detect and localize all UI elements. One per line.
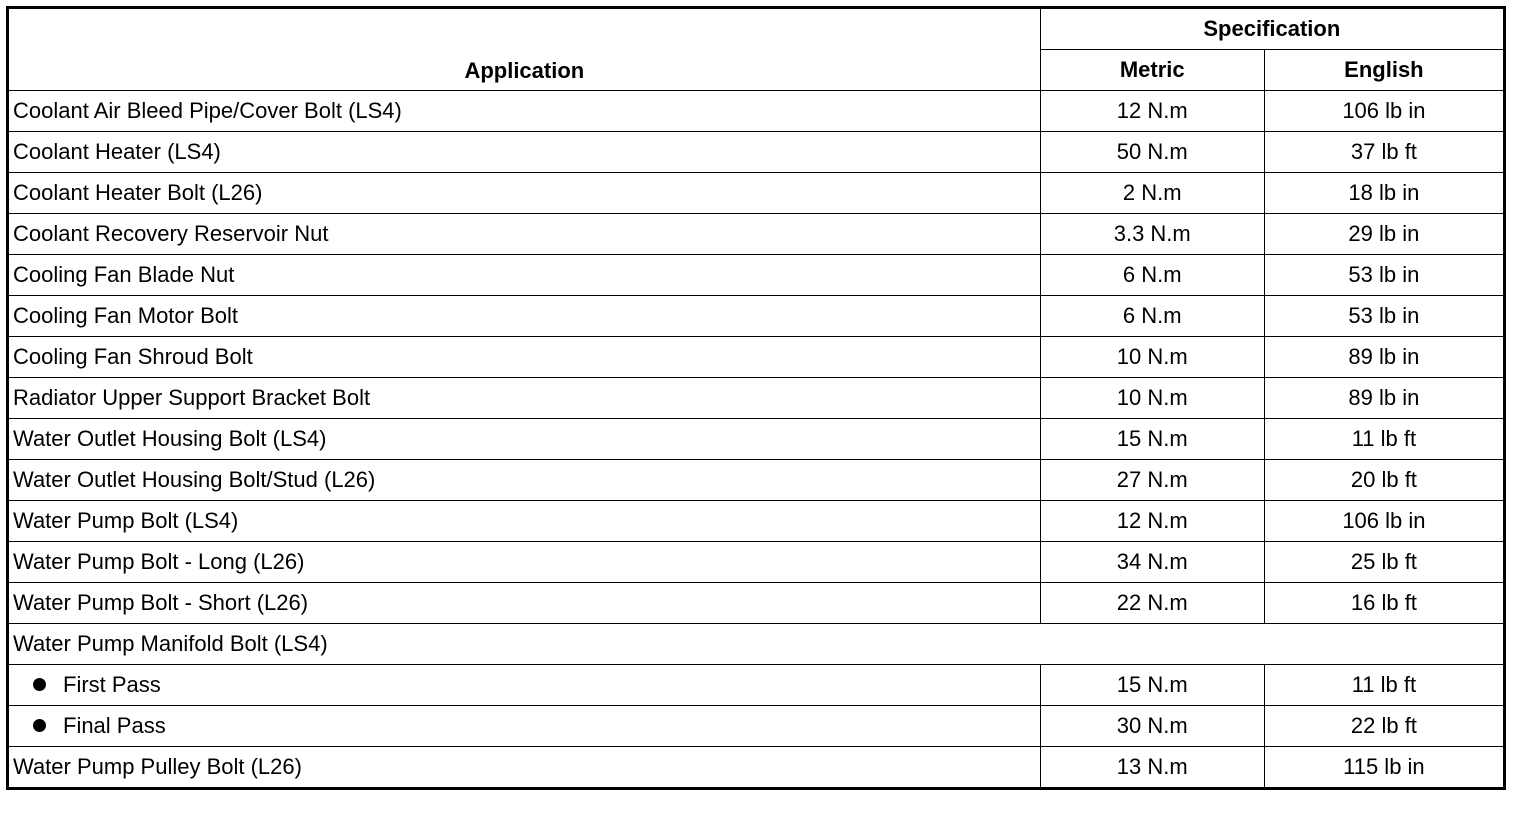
application-cell: Water Outlet Housing Bolt (LS4) <box>8 419 1041 460</box>
application-cell: Cooling Fan Shroud Bolt <box>8 337 1041 378</box>
metric-cell: 22 N.m <box>1040 583 1264 624</box>
table-row <box>8 501 1505 542</box>
application-cell: Radiator Upper Support Bracket Bolt <box>8 378 1041 419</box>
torque-spec-table <box>6 6 1506 790</box>
english-header: English <box>1264 50 1504 91</box>
table-row <box>8 542 1505 583</box>
table-row <box>8 214 1505 255</box>
application-cell: Water Pump Bolt - Short (L26) <box>8 583 1041 624</box>
metric-cell: 27 N.m <box>1040 460 1264 501</box>
english-cell: 89 lb in <box>1264 337 1504 378</box>
application-subitem-cell <box>8 706 1041 747</box>
specification-header: Specification <box>1040 8 1504 50</box>
metric-cell: 13 N.m <box>1040 747 1264 789</box>
application-cell: Water Pump Manifold Bolt (LS4) <box>8 624 1505 665</box>
table-row <box>8 337 1505 378</box>
metric-cell: 34 N.m <box>1040 542 1264 583</box>
application-subitem-label: Final Pass <box>63 713 166 738</box>
table-row-sub-item <box>8 665 1505 706</box>
bullet-icon <box>33 678 46 691</box>
table-row-sub-item <box>8 706 1505 747</box>
metric-cell: 10 N.m <box>1040 337 1264 378</box>
english-cell: 11 lb ft <box>1264 419 1504 460</box>
table-row <box>8 747 1505 789</box>
metric-cell: 50 N.m <box>1040 132 1264 173</box>
table-row <box>8 132 1505 173</box>
english-cell: 115 lb in <box>1264 747 1504 789</box>
english-cell: 25 lb ft <box>1264 542 1504 583</box>
metric-header: Metric <box>1040 50 1264 91</box>
english-cell: 16 lb ft <box>1264 583 1504 624</box>
table-row <box>8 173 1505 214</box>
table-row <box>8 255 1505 296</box>
application-cell: Water Pump Bolt (LS4) <box>8 501 1041 542</box>
english-cell: 106 lb in <box>1264 91 1504 132</box>
table-row <box>8 419 1505 460</box>
metric-cell: 30 N.m <box>1040 706 1264 747</box>
table-row <box>8 583 1505 624</box>
application-cell: Coolant Heater Bolt (L26) <box>8 173 1041 214</box>
application-subitem-cell <box>8 665 1041 706</box>
metric-cell: 12 N.m <box>1040 501 1264 542</box>
metric-cell: 6 N.m <box>1040 255 1264 296</box>
application-cell: Cooling Fan Blade Nut <box>8 255 1041 296</box>
english-cell: 106 lb in <box>1264 501 1504 542</box>
english-cell: 53 lb in <box>1264 296 1504 337</box>
table-row <box>8 460 1505 501</box>
english-cell: 53 lb in <box>1264 255 1504 296</box>
application-cell: Water Pump Pulley Bolt (L26) <box>8 747 1041 789</box>
english-cell: 22 lb ft <box>1264 706 1504 747</box>
english-cell: 89 lb in <box>1264 378 1504 419</box>
metric-cell: 15 N.m <box>1040 665 1264 706</box>
metric-cell: 15 N.m <box>1040 419 1264 460</box>
english-cell: 18 lb in <box>1264 173 1504 214</box>
english-cell: 29 lb in <box>1264 214 1504 255</box>
application-cell: Water Outlet Housing Bolt/Stud (L26) <box>8 460 1041 501</box>
metric-cell: 12 N.m <box>1040 91 1264 132</box>
metric-cell: 10 N.m <box>1040 378 1264 419</box>
application-header: Application <box>8 8 1041 91</box>
english-cell: 37 lb ft <box>1264 132 1504 173</box>
application-cell: Coolant Air Bleed Pipe/Cover Bolt (LS4) <box>8 91 1041 132</box>
bullet-icon <box>33 719 46 732</box>
metric-cell: 2 N.m <box>1040 173 1264 214</box>
application-subitem-label: First Pass <box>63 672 161 697</box>
table-row <box>8 91 1505 132</box>
table-row <box>8 296 1505 337</box>
application-cell: Water Pump Bolt - Long (L26) <box>8 542 1041 583</box>
application-cell: Cooling Fan Motor Bolt <box>8 296 1041 337</box>
english-cell: 11 lb ft <box>1264 665 1504 706</box>
application-cell: Coolant Recovery Reservoir Nut <box>8 214 1041 255</box>
table-row <box>8 378 1505 419</box>
metric-cell: 6 N.m <box>1040 296 1264 337</box>
application-cell: Coolant Heater (LS4) <box>8 132 1041 173</box>
english-cell: 20 lb ft <box>1264 460 1504 501</box>
metric-cell: 3.3 N.m <box>1040 214 1264 255</box>
header-row-top <box>8 8 1505 50</box>
table-row-group-heading <box>8 624 1505 665</box>
